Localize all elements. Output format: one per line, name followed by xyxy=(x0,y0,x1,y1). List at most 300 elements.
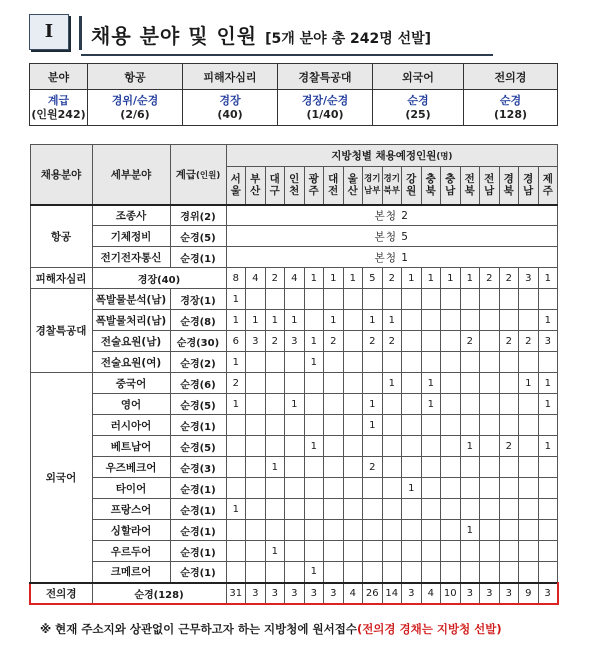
region-value-cell xyxy=(441,415,461,436)
region-value-cell xyxy=(363,436,383,457)
region-value-cell: 2 xyxy=(519,331,539,352)
region-value-cell xyxy=(285,478,305,499)
region-value-cell xyxy=(460,457,480,478)
regions-title-unit: (명) xyxy=(436,152,453,162)
region-header-cell xyxy=(265,167,285,205)
region-value-cell xyxy=(421,541,441,562)
region-value-cell xyxy=(265,436,285,457)
summary-header-cell: 항공 xyxy=(88,64,183,90)
region-value-cell: 3 xyxy=(460,583,480,604)
region-value-cell xyxy=(519,415,539,436)
region-value-cell xyxy=(382,436,402,457)
section-number-box: I xyxy=(29,14,69,50)
region-value-cell xyxy=(265,499,285,520)
summary-table xyxy=(29,63,558,126)
region-value-cell xyxy=(226,415,246,436)
region-name-part: 남 xyxy=(445,185,456,198)
region-header-cell xyxy=(363,167,383,205)
region-header-cell xyxy=(402,167,422,205)
region-value-cell xyxy=(480,499,500,520)
summary-count: (2/6) xyxy=(120,107,150,121)
summary-grade: 경장/순경 xyxy=(301,93,349,107)
region-value-cell: 1 xyxy=(285,394,305,415)
header-grade-text: 계급 xyxy=(175,168,197,181)
region-value-cell xyxy=(402,352,422,373)
region-value-cell xyxy=(343,331,363,352)
region-name-part: 전 xyxy=(328,185,339,198)
grade-cell: 순경(5) xyxy=(170,436,226,457)
subfield-cell: 우즈베크어 xyxy=(92,457,170,478)
region-value-cell xyxy=(343,310,363,331)
region-name-part: 충 xyxy=(425,173,436,186)
region-value-cell xyxy=(265,478,285,499)
region-name-part: 산 xyxy=(250,185,261,198)
table-row xyxy=(30,394,558,415)
region-value-cell: 1 xyxy=(382,310,402,331)
grade-cell: 경장(40) xyxy=(92,268,226,289)
region-value-cell xyxy=(519,541,539,562)
subfield-cell: 전술요원(여) xyxy=(92,352,170,373)
region-header-cell xyxy=(246,167,266,205)
region-value-cell xyxy=(343,541,363,562)
summary-grade-cell xyxy=(88,90,183,126)
summary-count: (25) xyxy=(405,107,431,121)
region-value-cell: 1 xyxy=(382,373,402,394)
region-value-cell xyxy=(519,436,539,457)
region-value-cell xyxy=(460,373,480,394)
region-value-cell xyxy=(382,394,402,415)
region-value-cell xyxy=(226,520,246,541)
region-value-cell xyxy=(441,457,461,478)
region-value-cell xyxy=(265,562,285,583)
region-header-cell xyxy=(226,167,246,205)
table-row xyxy=(30,415,558,436)
region-value-cell xyxy=(363,373,383,394)
table-row xyxy=(30,478,558,499)
summary-header-row xyxy=(30,64,558,90)
subfield-cell: 프랑스어 xyxy=(92,499,170,520)
region-value-cell: 2 xyxy=(499,436,519,457)
region-name-part: 경기 xyxy=(364,174,381,185)
region-value-cell xyxy=(480,520,500,541)
region-value-cell: 1 xyxy=(246,310,266,331)
region-value-cell xyxy=(304,520,324,541)
region-value-cell xyxy=(265,289,285,310)
summary-grade-cell xyxy=(183,90,278,126)
region-header-cell xyxy=(519,167,539,205)
region-value-cell: 1 xyxy=(402,268,422,289)
region-value-cell xyxy=(499,394,519,415)
region-value-cell xyxy=(538,499,558,520)
summary-grade-cell xyxy=(464,90,558,126)
grade-label: 계급 xyxy=(47,93,70,107)
region-value-cell xyxy=(480,436,500,457)
section-header xyxy=(29,14,469,54)
region-value-cell xyxy=(421,310,441,331)
region-value-cell xyxy=(304,457,324,478)
region-value-cell: 1 xyxy=(324,310,344,331)
subfield-cell: 조종사 xyxy=(92,205,170,226)
region-value-cell xyxy=(421,520,441,541)
region-value-cell xyxy=(285,289,305,310)
region-value-cell xyxy=(460,478,480,499)
region-value-cell xyxy=(480,331,500,352)
region-value-cell xyxy=(441,373,461,394)
region-value-cell xyxy=(499,562,519,583)
region-value-cell xyxy=(421,478,441,499)
region-value-cell xyxy=(519,520,539,541)
region-value-cell xyxy=(538,415,558,436)
region-value-cell xyxy=(246,436,266,457)
grade-cell: 순경(6) xyxy=(170,373,226,394)
category-cell: 항공 xyxy=(30,205,92,268)
region-value-cell xyxy=(402,436,422,457)
region-value-cell: 1 xyxy=(363,394,383,415)
region-value-cell xyxy=(421,499,441,520)
region-header-cell xyxy=(538,167,558,205)
grade-cell: 경위(2) xyxy=(170,205,226,226)
region-value-cell xyxy=(324,499,344,520)
table-row xyxy=(30,352,558,373)
category-cell: 외국어 xyxy=(30,373,92,583)
summary-count: (40) xyxy=(217,107,243,121)
region-value-cell xyxy=(304,541,324,562)
region-name-part: 울 xyxy=(230,185,241,198)
region-value-cell: 1 xyxy=(460,520,480,541)
region-value-cell xyxy=(519,352,539,373)
region-header-cell xyxy=(499,167,519,205)
region-header-cell xyxy=(460,167,480,205)
region-value-cell xyxy=(499,352,519,373)
region-value-cell xyxy=(402,394,422,415)
region-value-cell xyxy=(304,415,324,436)
header-field: 채용분야 xyxy=(30,145,92,205)
region-value-cell xyxy=(324,289,344,310)
region-value-cell xyxy=(304,478,324,499)
region-value-cell: 3 xyxy=(499,583,519,604)
region-name-part: 원 xyxy=(406,185,417,198)
region-value-cell xyxy=(441,520,461,541)
region-value-cell xyxy=(441,394,461,415)
region-name-part: 북 xyxy=(503,185,514,198)
region-value-cell xyxy=(460,499,480,520)
region-header-cell xyxy=(441,167,461,205)
region-value-cell: 1 xyxy=(324,268,344,289)
subfield-cell: 타이어 xyxy=(92,478,170,499)
region-value-cell xyxy=(382,562,402,583)
table-row xyxy=(30,499,558,520)
summary-count: (1/40) xyxy=(306,107,344,121)
region-name-part: 전 xyxy=(484,173,495,186)
subfield-cell: 전술요원(남) xyxy=(92,331,170,352)
region-name-part: 경 xyxy=(523,173,534,186)
region-value-cell xyxy=(246,499,266,520)
region-value-cell: 2 xyxy=(382,331,402,352)
region-value-cell: 1 xyxy=(441,268,461,289)
region-value-cell xyxy=(304,310,324,331)
region-name-part: 남 xyxy=(484,185,495,198)
region-value-cell xyxy=(285,541,305,562)
region-value-cell xyxy=(460,289,480,310)
title-divider xyxy=(79,16,82,50)
category-cell: 피해자심리 xyxy=(30,268,92,289)
footnote xyxy=(40,621,502,637)
region-value-cell xyxy=(519,562,539,583)
region-value-cell xyxy=(304,373,324,394)
region-value-cell xyxy=(441,499,461,520)
table-row xyxy=(30,436,558,457)
region-value-cell xyxy=(421,436,441,457)
region-value-cell xyxy=(441,352,461,373)
region-value-cell: 1 xyxy=(421,268,441,289)
region-value-cell xyxy=(363,541,383,562)
region-value-cell xyxy=(343,499,363,520)
region-header-cell xyxy=(480,167,500,205)
region-value-cell xyxy=(363,520,383,541)
region-name-part: 북 xyxy=(425,185,436,198)
region-value-cell xyxy=(402,310,422,331)
region-value-cell: 2 xyxy=(363,331,383,352)
region-value-cell: 3 xyxy=(538,583,558,604)
summary-grade: 경위/순경 xyxy=(111,93,159,107)
region-value-cell xyxy=(343,478,363,499)
region-value-cell: 1 xyxy=(265,541,285,562)
region-value-cell xyxy=(363,562,383,583)
region-value-cell xyxy=(538,478,558,499)
region-header-cell xyxy=(285,167,305,205)
region-value-cell: 3 xyxy=(519,268,539,289)
region-value-cell xyxy=(324,562,344,583)
region-name-part: 인 xyxy=(289,173,300,186)
table-row xyxy=(30,205,558,226)
region-value-cell: 1 xyxy=(538,310,558,331)
region-name-part: 남 xyxy=(523,185,534,198)
region-value-cell: 1 xyxy=(226,289,246,310)
footnote-text: ※ 현재 주소지와 상관없이 근무하고자 하는 지방청에 원서접수 xyxy=(40,622,357,636)
region-value-cell xyxy=(265,352,285,373)
region-name-part: 대 xyxy=(269,173,280,186)
region-value-cell: 6 xyxy=(226,331,246,352)
region-value-cell xyxy=(324,457,344,478)
region-header-cell xyxy=(324,167,344,205)
table-row xyxy=(30,373,558,394)
region-value-cell xyxy=(324,373,344,394)
summary-header-cell: 경찰특공대 xyxy=(278,64,373,90)
summary-grade: 경장 xyxy=(219,93,241,107)
region-value-cell: 2 xyxy=(499,331,519,352)
subfield-cell: 우르두어 xyxy=(92,541,170,562)
region-value-cell xyxy=(285,415,305,436)
region-value-cell xyxy=(324,478,344,499)
region-value-cell: 4 xyxy=(246,268,266,289)
region-value-cell: 1 xyxy=(421,373,441,394)
grade-cell: 경장(1) xyxy=(170,289,226,310)
region-value-cell xyxy=(343,352,363,373)
region-value-cell: 1 xyxy=(343,268,363,289)
summary-count: (128) xyxy=(493,107,528,121)
region-value-cell xyxy=(343,520,363,541)
region-value-cell xyxy=(246,415,266,436)
region-value-cell xyxy=(324,436,344,457)
region-value-cell xyxy=(460,415,480,436)
region-value-cell xyxy=(324,415,344,436)
region-value-cell xyxy=(324,394,344,415)
region-value-cell: 2 xyxy=(324,331,344,352)
region-value-cell: 3 xyxy=(285,583,305,604)
region-value-cell xyxy=(382,457,402,478)
region-name-part: 천 xyxy=(289,185,300,198)
subfield-cell: 러시아어 xyxy=(92,415,170,436)
region-value-cell xyxy=(538,520,558,541)
region-name-part: 부 xyxy=(250,173,261,186)
category-cell: 전의경 xyxy=(30,583,92,604)
recruitment-table xyxy=(29,144,559,605)
region-value-cell xyxy=(382,289,402,310)
region-value-cell: 3 xyxy=(265,583,285,604)
region-value-cell: 4 xyxy=(285,268,305,289)
region-value-cell xyxy=(499,415,519,436)
region-name-part: 경기 xyxy=(383,174,400,185)
region-value-cell xyxy=(441,541,461,562)
region-value-cell: 1 xyxy=(402,478,422,499)
region-value-cell xyxy=(538,289,558,310)
subfield-cell: 베트남어 xyxy=(92,436,170,457)
region-value-cell xyxy=(324,541,344,562)
region-value-cell xyxy=(265,373,285,394)
region-value-cell: 1 xyxy=(538,268,558,289)
region-value-cell: 8 xyxy=(226,268,246,289)
region-value-cell: 1 xyxy=(226,499,246,520)
region-value-cell xyxy=(246,352,266,373)
region-name-part: 광 xyxy=(308,173,319,186)
region-value-cell: 2 xyxy=(265,268,285,289)
region-value-cell: 1 xyxy=(538,436,558,457)
region-value-cell xyxy=(226,457,246,478)
region-value-cell xyxy=(382,520,402,541)
region-header-cell xyxy=(382,167,402,205)
subfield-cell: 싱할라어 xyxy=(92,520,170,541)
region-value-cell xyxy=(499,499,519,520)
region-value-cell: 3 xyxy=(402,583,422,604)
region-value-cell xyxy=(480,373,500,394)
region-value-cell xyxy=(538,352,558,373)
region-value-cell xyxy=(382,541,402,562)
region-value-cell: 2 xyxy=(382,268,402,289)
region-value-cell: 1 xyxy=(265,457,285,478)
grade-cell: 순경(1) xyxy=(170,478,226,499)
table-row xyxy=(30,268,558,289)
region-name-part: 충 xyxy=(445,173,456,186)
region-value-cell xyxy=(265,415,285,436)
region-value-cell xyxy=(324,520,344,541)
region-value-cell: 9 xyxy=(519,583,539,604)
region-value-cell xyxy=(519,499,539,520)
region-value-cell: 1 xyxy=(226,352,246,373)
table-row xyxy=(30,541,558,562)
region-value-cell xyxy=(382,415,402,436)
region-value-cell xyxy=(226,436,246,457)
header-grade xyxy=(170,145,226,205)
region-value-cell xyxy=(441,478,461,499)
region-value-cell xyxy=(226,478,246,499)
region-value-cell: 1 xyxy=(304,562,324,583)
region-name-part: 산 xyxy=(347,185,358,198)
summary-grade: 순경 xyxy=(407,93,429,107)
region-value-cell: 10 xyxy=(441,583,461,604)
table-row-conscript xyxy=(30,583,558,604)
region-value-cell: 1 xyxy=(538,394,558,415)
region-value-cell xyxy=(538,457,558,478)
table-row xyxy=(30,247,558,268)
summary-grade-cell xyxy=(373,90,464,126)
region-value-cell xyxy=(285,352,305,373)
region-value-cell: 1 xyxy=(265,310,285,331)
region-value-cell: 3 xyxy=(324,583,344,604)
region-name-part: 울 xyxy=(347,173,358,186)
region-value-cell xyxy=(343,436,363,457)
region-value-cell xyxy=(499,373,519,394)
region-value-cell xyxy=(304,394,324,415)
region-value-cell: 3 xyxy=(285,331,305,352)
header-subfield: 세부분야 xyxy=(92,145,170,205)
region-value-cell: 2 xyxy=(499,268,519,289)
summary-grade-cell xyxy=(278,90,373,126)
region-value-cell xyxy=(343,394,363,415)
region-value-cell: 1 xyxy=(226,310,246,331)
region-value-cell xyxy=(460,562,480,583)
region-value-cell xyxy=(246,457,266,478)
region-value-cell xyxy=(519,457,539,478)
region-value-cell: 3 xyxy=(246,331,266,352)
region-name-part: 강 xyxy=(406,173,417,186)
grade-cell: 순경(128) xyxy=(92,583,226,604)
region-value-cell xyxy=(421,562,441,583)
region-value-cell xyxy=(285,457,305,478)
table-row xyxy=(30,562,558,583)
region-value-cell xyxy=(441,331,461,352)
region-value-cell: 1 xyxy=(519,373,539,394)
grade-cell: 순경(1) xyxy=(170,415,226,436)
region-value-cell: 3 xyxy=(480,583,500,604)
table-row xyxy=(30,331,558,352)
region-value-cell xyxy=(402,562,422,583)
region-value-cell: 3 xyxy=(538,331,558,352)
region-value-cell xyxy=(304,499,324,520)
region-value-cell xyxy=(480,394,500,415)
region-value-cell xyxy=(363,289,383,310)
region-value-cell xyxy=(382,499,402,520)
region-value-cell: 1 xyxy=(363,415,383,436)
region-value-cell xyxy=(480,478,500,499)
table-row xyxy=(30,226,558,247)
region-value-cell xyxy=(402,520,422,541)
region-value-cell xyxy=(285,373,305,394)
region-name-part: 대 xyxy=(328,173,339,186)
region-value-cell: 2 xyxy=(480,268,500,289)
title-text: 채용 분야 및 인원 xyxy=(91,24,258,48)
grade-cell: 순경(5) xyxy=(170,226,226,247)
region-value-cell xyxy=(538,562,558,583)
region-value-cell: 26 xyxy=(363,583,383,604)
region-value-cell xyxy=(402,289,422,310)
region-value-cell: 1 xyxy=(304,436,324,457)
region-value-cell xyxy=(460,394,480,415)
region-value-cell xyxy=(499,541,519,562)
region-name-part: 전 xyxy=(464,173,475,186)
region-value-cell xyxy=(343,289,363,310)
region-value-cell xyxy=(363,352,383,373)
region-value-cell: 2 xyxy=(363,457,383,478)
